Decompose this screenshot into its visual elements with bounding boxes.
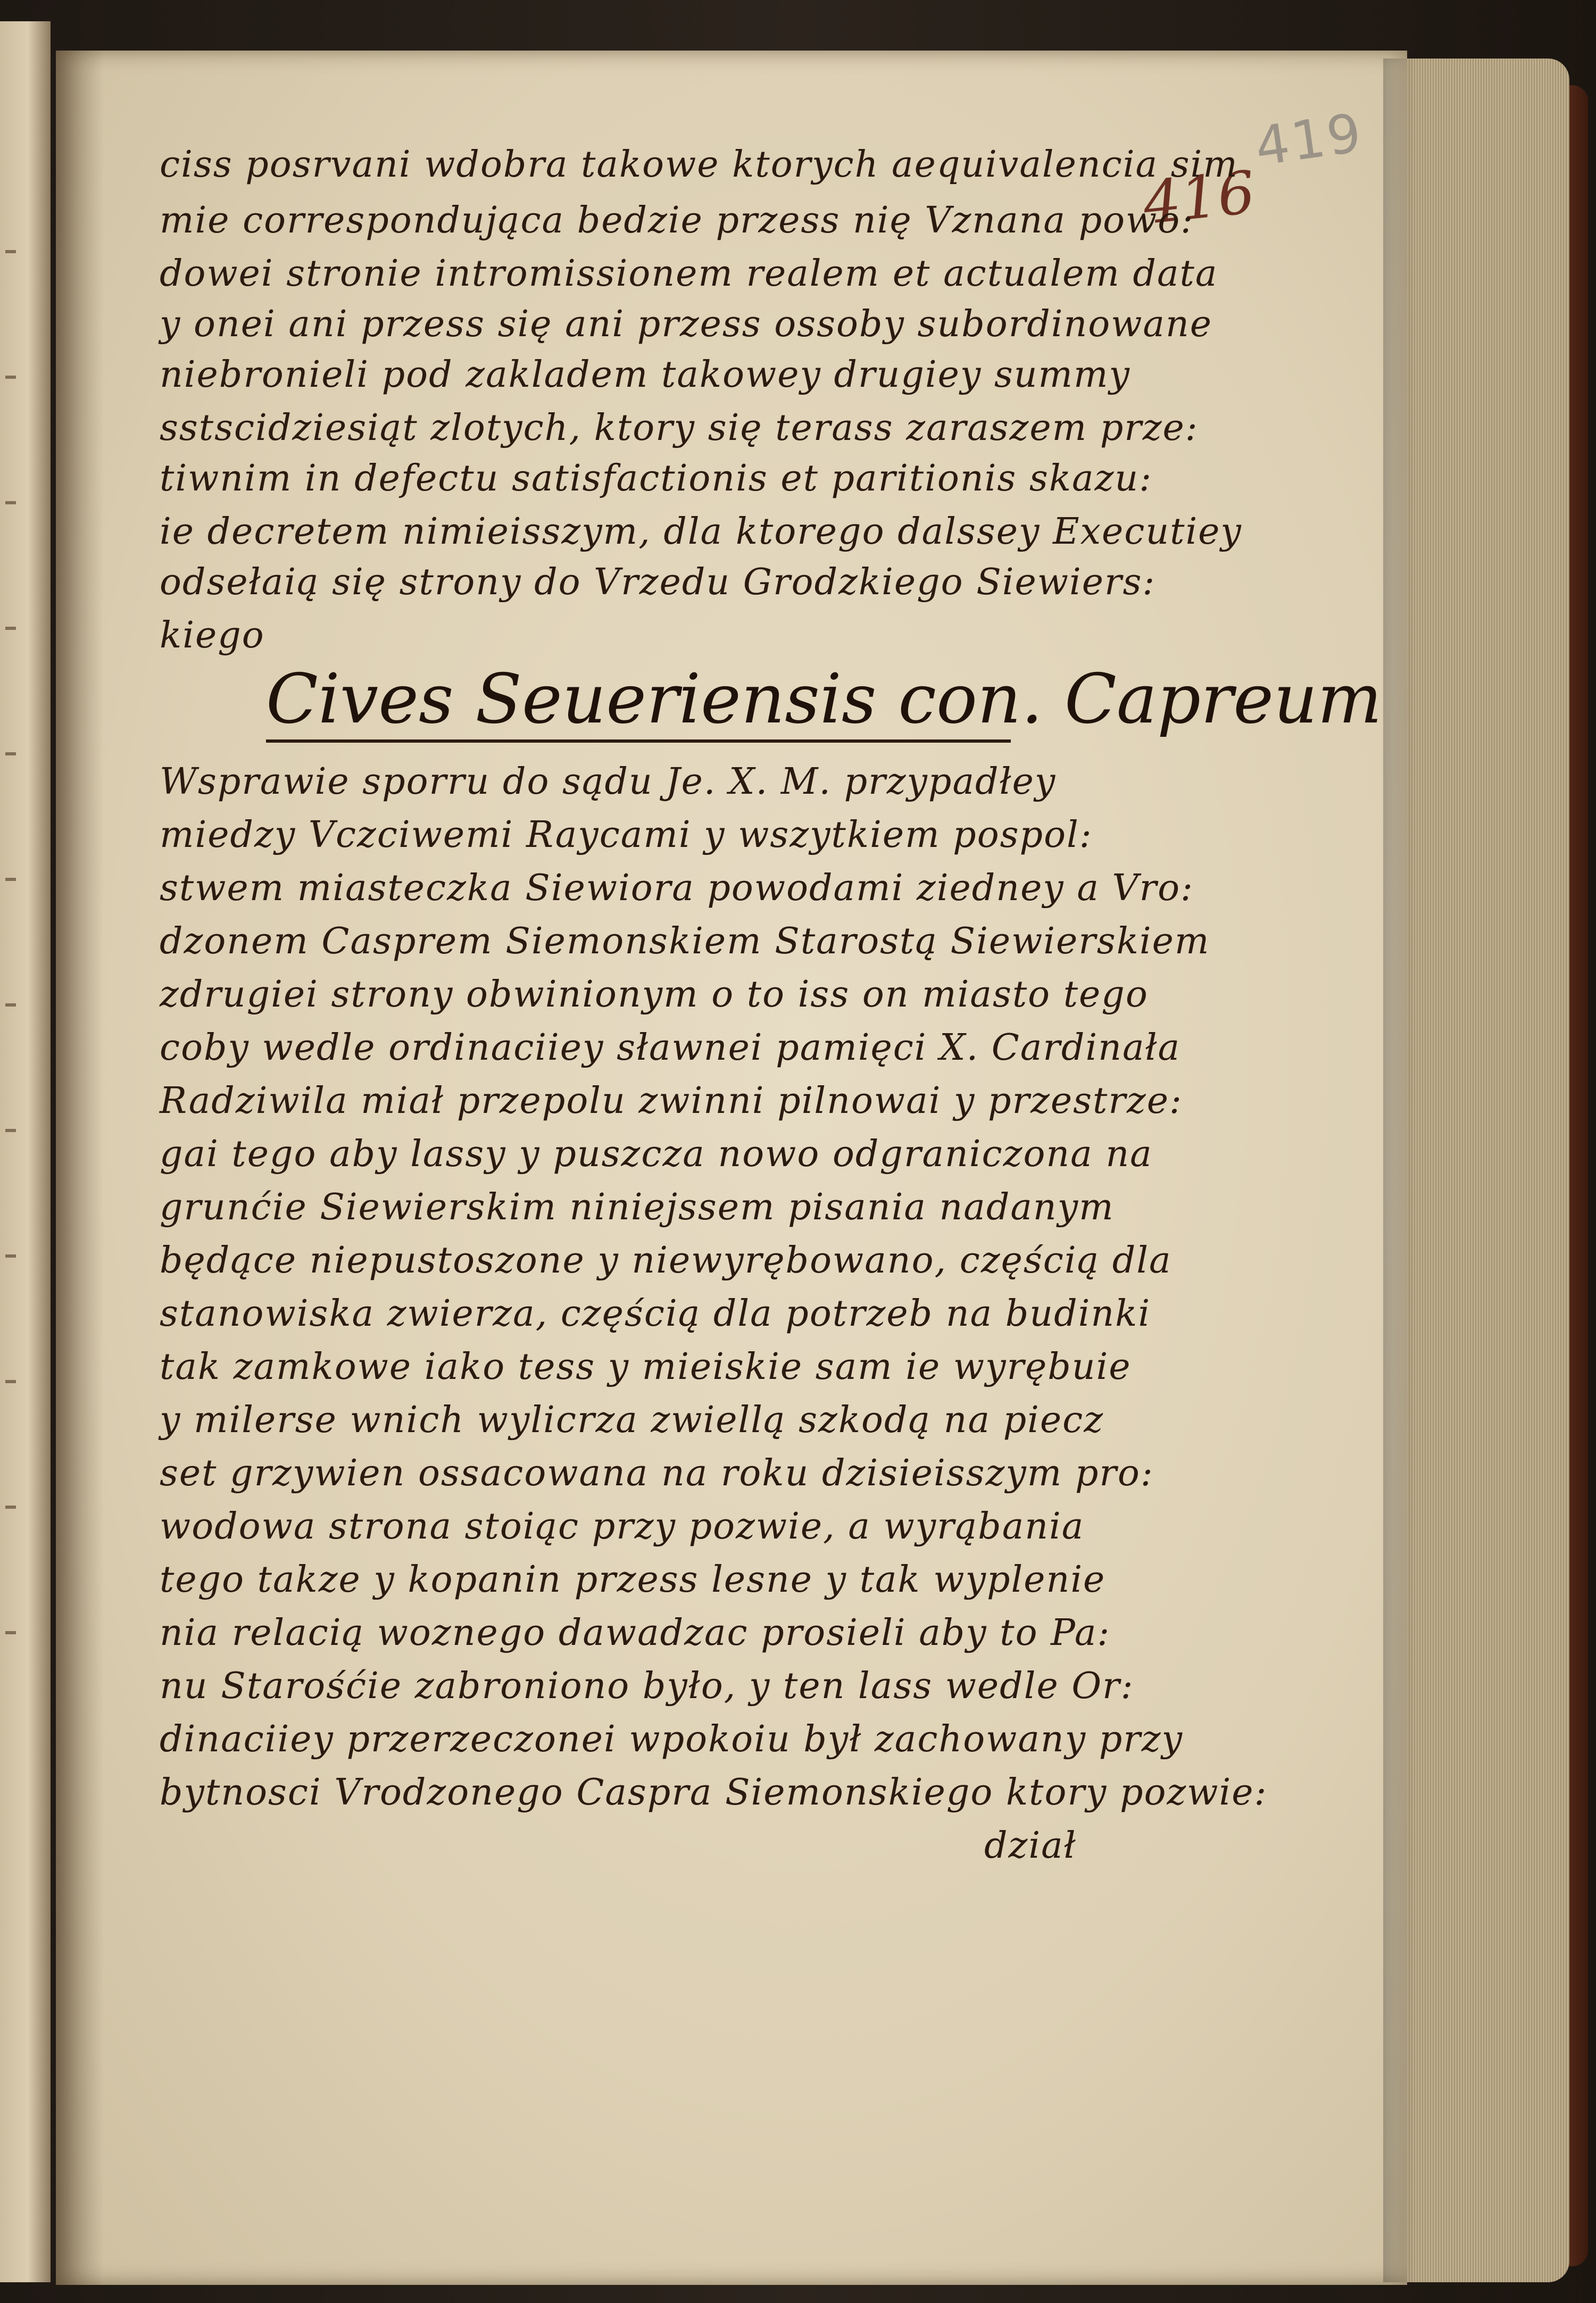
text-line: zdrugiei strony obwinionym o to iss on miasto tego [160, 974, 1149, 1016]
text-line: grunćie Siewierskim niniejssem pisania nadanym [160, 1186, 1115, 1228]
text-line: niebronieli pod zakladem takowey drugiey summy [160, 354, 1130, 396]
folio-number: 419 [1251, 101, 1367, 178]
heading-underline [266, 739, 1011, 743]
text-line: sstscidziesiąt zlotych, ktory się terass zaraszem prze: [160, 407, 1199, 449]
text-line: set grzywien ossacowana na roku dzisieisszym pro: [160, 1452, 1154, 1494]
text-line: tak zamkowe iako tess y mieiskie sam ie wyrębuie [160, 1346, 1132, 1388]
page-number: 416 [1140, 158, 1259, 238]
text-line: coby wedle ordinaciiey sławnei pamięci X. Cardinała [160, 1027, 1181, 1069]
text-line: dinaciiey przerzeczonei wpokoiu był zachowany przy [160, 1718, 1184, 1760]
text-line: stwem miasteczka Siewiora powodami ziedney a Vro: [160, 867, 1194, 909]
section-heading: Cives Seueriensis con. Capreum [266, 660, 1382, 739]
text-line: ciss posrvani wdobra takowe ktorych aequivalencia sim [160, 144, 1238, 186]
page-edge-shadow [1383, 59, 1415, 2282]
page-stack-fore-edge [1394, 59, 1569, 2282]
left-page-edge [0, 21, 51, 2282]
text-line: y milerse wnich wylicrza zwiellą szkodą na piecz [160, 1399, 1104, 1441]
text-line: dowei stronie intromissionem realem et actualem data [160, 253, 1218, 295]
text-line: nu Starośćie zabroniono było, y ten lass wedle Or: [160, 1665, 1134, 1707]
text-line: będące niepustoszone y niewyrębowano, częścią dla [160, 1240, 1172, 1282]
text-line: kiego [160, 614, 265, 656]
text-line: mie correspondująca bedzie przess nię Vznana powo: [160, 199, 1194, 242]
text-line: ie decretem nimieisszym, dla ktorego dalssey Executiey [160, 511, 1242, 553]
text-line: gai tego aby lassy y puszcza nowo odgraniczona na [160, 1133, 1153, 1175]
text-line: bytnosci Vrodzonego Caspra Siemonskiego ktory pozwie: [160, 1772, 1268, 1814]
text-line: odsełaią się strony do Vrzedu Grodzkiego Siewiers: [160, 561, 1156, 603]
text-line: dzonem Casprem Siemonskiem Starostą Siewierskiem [160, 920, 1210, 962]
text-line: nia relacią woznego dawadzac prosieli aby to Pa: [160, 1612, 1111, 1654]
catchword: dział [984, 1825, 1077, 1867]
text-line: y onei ani przess się ani przess ossoby subordinowane [160, 303, 1212, 345]
left-page-text-traces [5, 128, 16, 1724]
text-line: Wsprawie sporru do sądu Je. X. M. przypadłey [160, 761, 1057, 803]
text-line: wodowa strona stoiąc przy pozwie, a wyrąbania [160, 1506, 1085, 1548]
text-line: Radziwila miał przepolu zwinni pilnowai y przestrze: [160, 1080, 1183, 1122]
binding-gutter [56, 51, 104, 2285]
text-line: tiwnim in defectu satisfactionis et paritionis skazu: [160, 458, 1153, 500]
text-line: tego takze y kopanin przess lesne y tak wyplenie [160, 1559, 1106, 1601]
text-line: miedzy Vczciwemi Raycami y wszytkiem pospol: [160, 814, 1093, 856]
text-line: stanowiska zwierza, częścią dla potrzeb na budinki [160, 1293, 1151, 1335]
